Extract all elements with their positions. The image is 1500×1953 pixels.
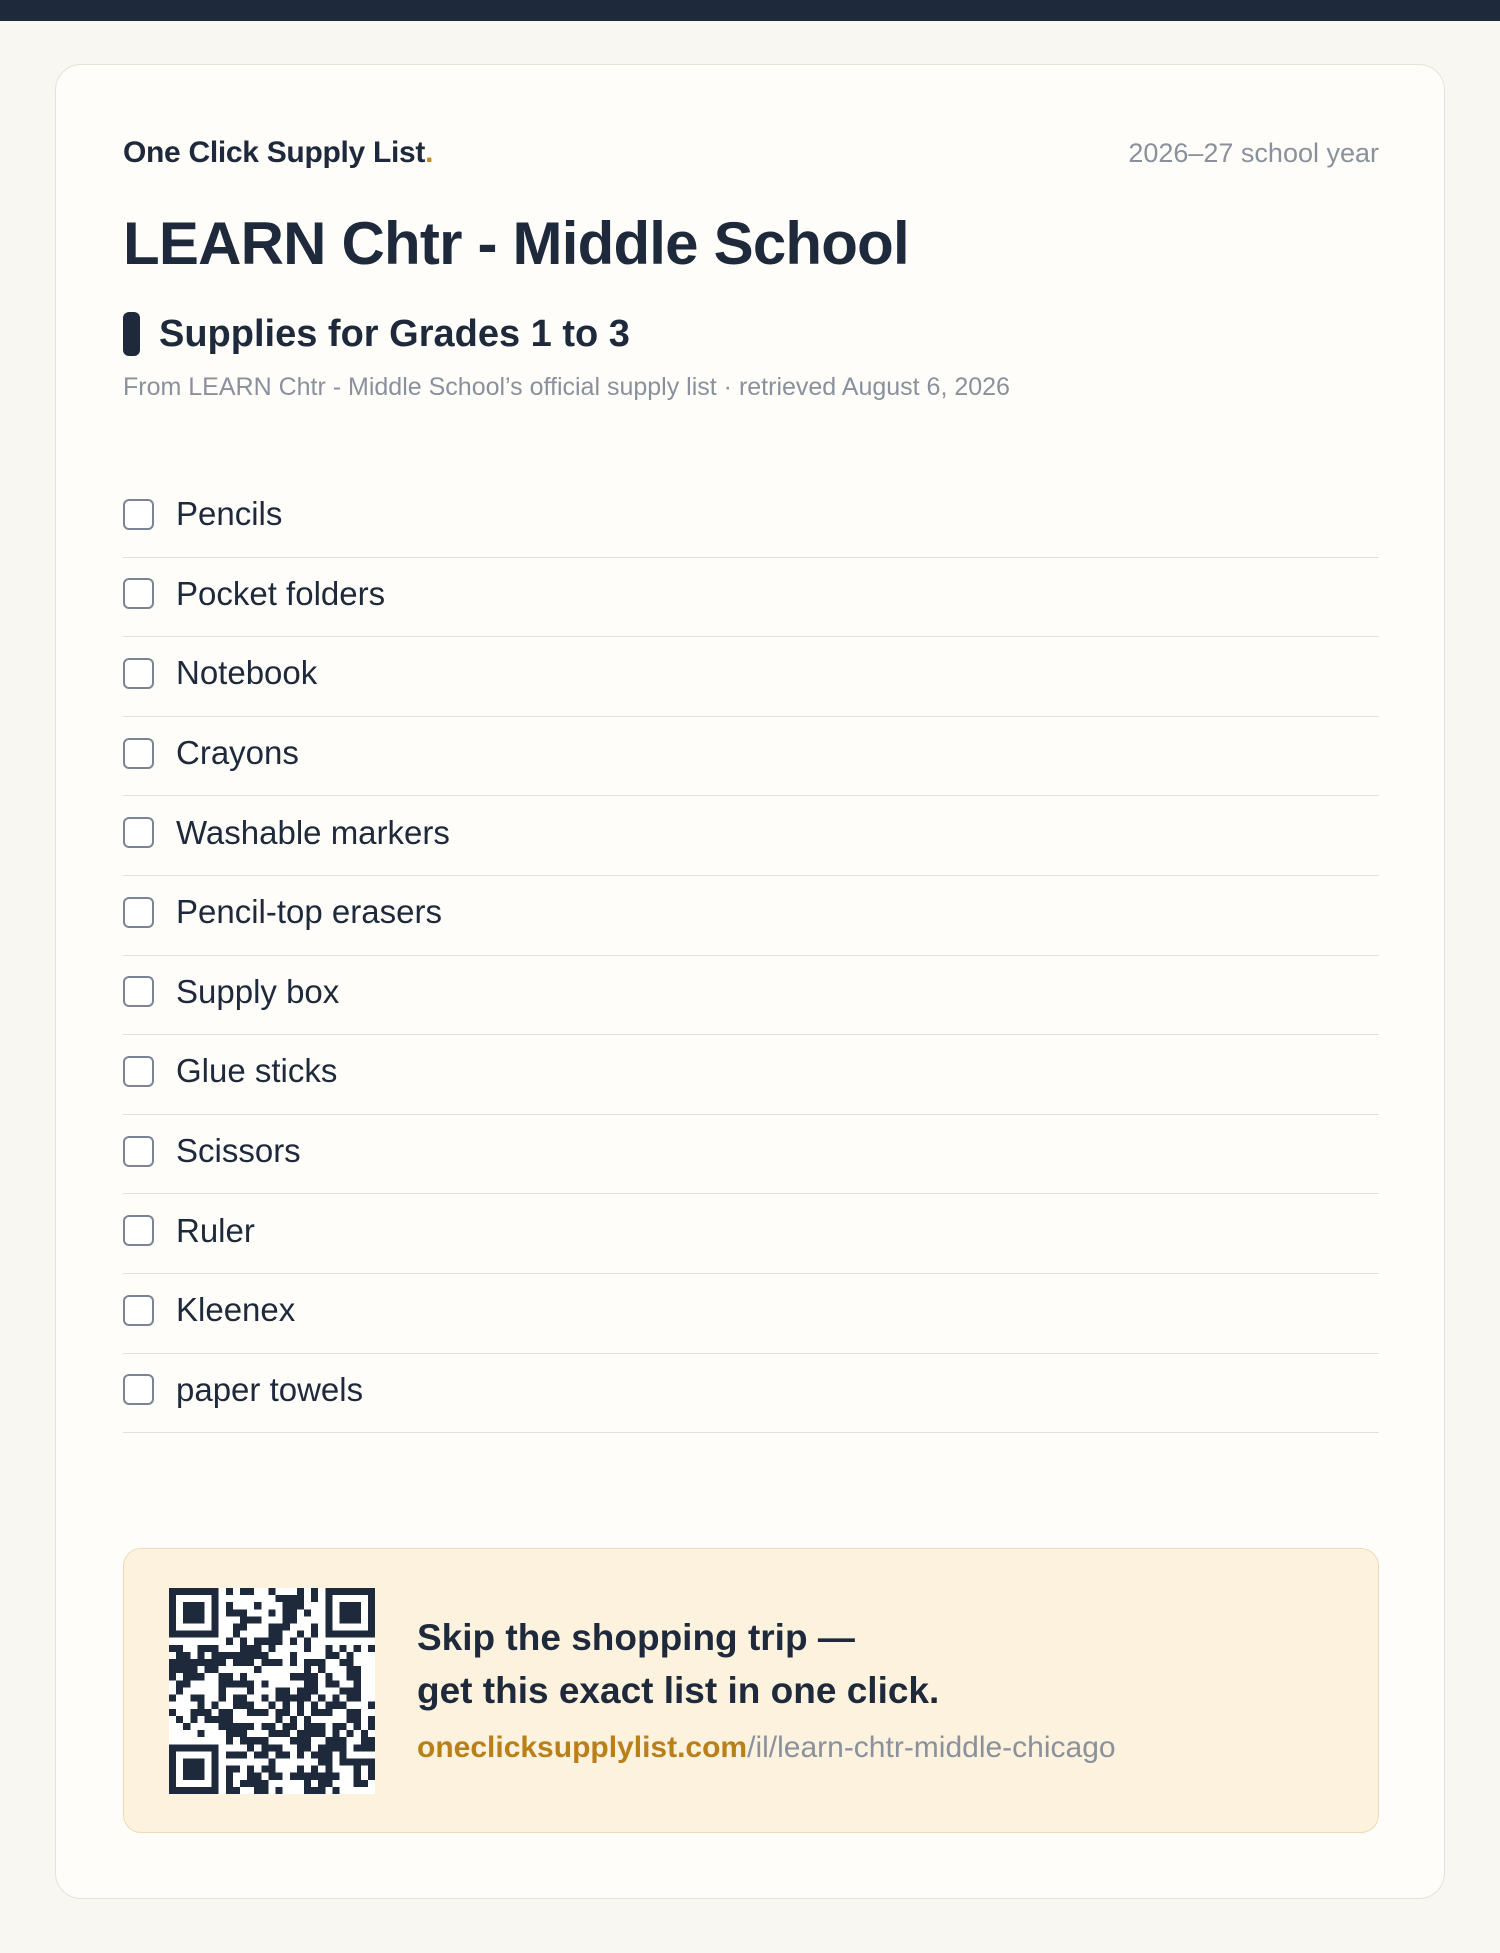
cta-link[interactable] bbox=[417, 1731, 1116, 1765]
supply-list bbox=[123, 478, 1379, 1433]
supply-item-label: Kleenex bbox=[176, 1291, 296, 1329]
supply-item[interactable] bbox=[123, 876, 1379, 956]
cta-headline-1: Skip the shopping trip — bbox=[417, 1617, 855, 1658]
checkbox-icon[interactable] bbox=[123, 658, 154, 689]
brand-logo bbox=[123, 136, 433, 170]
checkbox-icon[interactable] bbox=[123, 738, 154, 769]
checkbox-icon[interactable] bbox=[123, 1056, 154, 1087]
school-year: 2026–27 school year bbox=[1128, 137, 1379, 168]
supply-item-label: Washable markers bbox=[176, 813, 450, 851]
checkbox-icon[interactable] bbox=[123, 499, 154, 530]
cta-text bbox=[417, 1611, 1116, 1765]
card-header bbox=[123, 133, 1379, 173]
cta-panel bbox=[123, 1548, 1379, 1833]
section-marker-icon bbox=[123, 312, 140, 356]
top-bar bbox=[0, 0, 1500, 21]
supply-item[interactable] bbox=[123, 637, 1379, 717]
cta-url-path[interactable]: /il/learn-chtr-middle-chicago bbox=[747, 1731, 1116, 1764]
brand-name: One Click Supply List bbox=[123, 136, 426, 169]
checkbox-icon[interactable] bbox=[123, 817, 154, 848]
supply-item[interactable] bbox=[123, 558, 1379, 638]
checkbox-icon[interactable] bbox=[123, 1295, 154, 1326]
grades-title: Supplies for Grades 1 to 3 bbox=[159, 312, 630, 355]
checkbox-icon[interactable] bbox=[123, 578, 154, 609]
supply-item-label: Glue sticks bbox=[176, 1052, 338, 1090]
supply-item-label: paper towels bbox=[176, 1370, 364, 1408]
school-name: LEARN Chtr - Middle School bbox=[123, 210, 909, 277]
supply-item[interactable] bbox=[123, 478, 1379, 558]
supply-item-label: Ruler bbox=[176, 1211, 255, 1249]
supply-item-label: Scissors bbox=[176, 1132, 301, 1170]
supply-item-label: Supply box bbox=[176, 972, 340, 1010]
source-note: From LEARN Chtr - Middle School’s official supply list · retrieved August 6, 2026 bbox=[123, 373, 1010, 401]
supply-item[interactable] bbox=[123, 1194, 1379, 1274]
supply-item-label: Pocket folders bbox=[176, 574, 386, 612]
supply-item[interactable] bbox=[123, 717, 1379, 797]
grades-heading bbox=[123, 309, 630, 359]
checkbox-icon[interactable] bbox=[123, 1215, 154, 1246]
supply-item[interactable] bbox=[123, 1035, 1379, 1115]
supply-item-label: Notebook bbox=[176, 654, 318, 692]
qr-code-icon[interactable] bbox=[169, 1588, 375, 1794]
supply-item[interactable] bbox=[123, 1274, 1379, 1354]
supply-item[interactable] bbox=[123, 956, 1379, 1036]
supply-item[interactable] bbox=[123, 1354, 1379, 1434]
supply-item[interactable] bbox=[123, 796, 1379, 876]
supply-item-label: Pencil-top erasers bbox=[176, 893, 442, 931]
supply-list-card bbox=[55, 64, 1445, 1899]
checkbox-icon[interactable] bbox=[123, 1136, 154, 1167]
checkbox-icon[interactable] bbox=[123, 1374, 154, 1405]
checkbox-icon[interactable] bbox=[123, 897, 154, 928]
qr-code-modules bbox=[169, 1588, 375, 1794]
card-content bbox=[123, 65, 1379, 1898]
checkbox-icon[interactable] bbox=[123, 976, 154, 1007]
supply-item[interactable] bbox=[123, 1115, 1379, 1195]
brand-dot: . bbox=[425, 136, 434, 169]
supply-item-label: Crayons bbox=[176, 734, 299, 772]
cta-url-domain[interactable]: oneclicksupplylist.com bbox=[417, 1731, 748, 1764]
supply-item-label: Pencils bbox=[176, 495, 283, 533]
cta-headline-2: get this exact list in one click. bbox=[417, 1670, 940, 1711]
